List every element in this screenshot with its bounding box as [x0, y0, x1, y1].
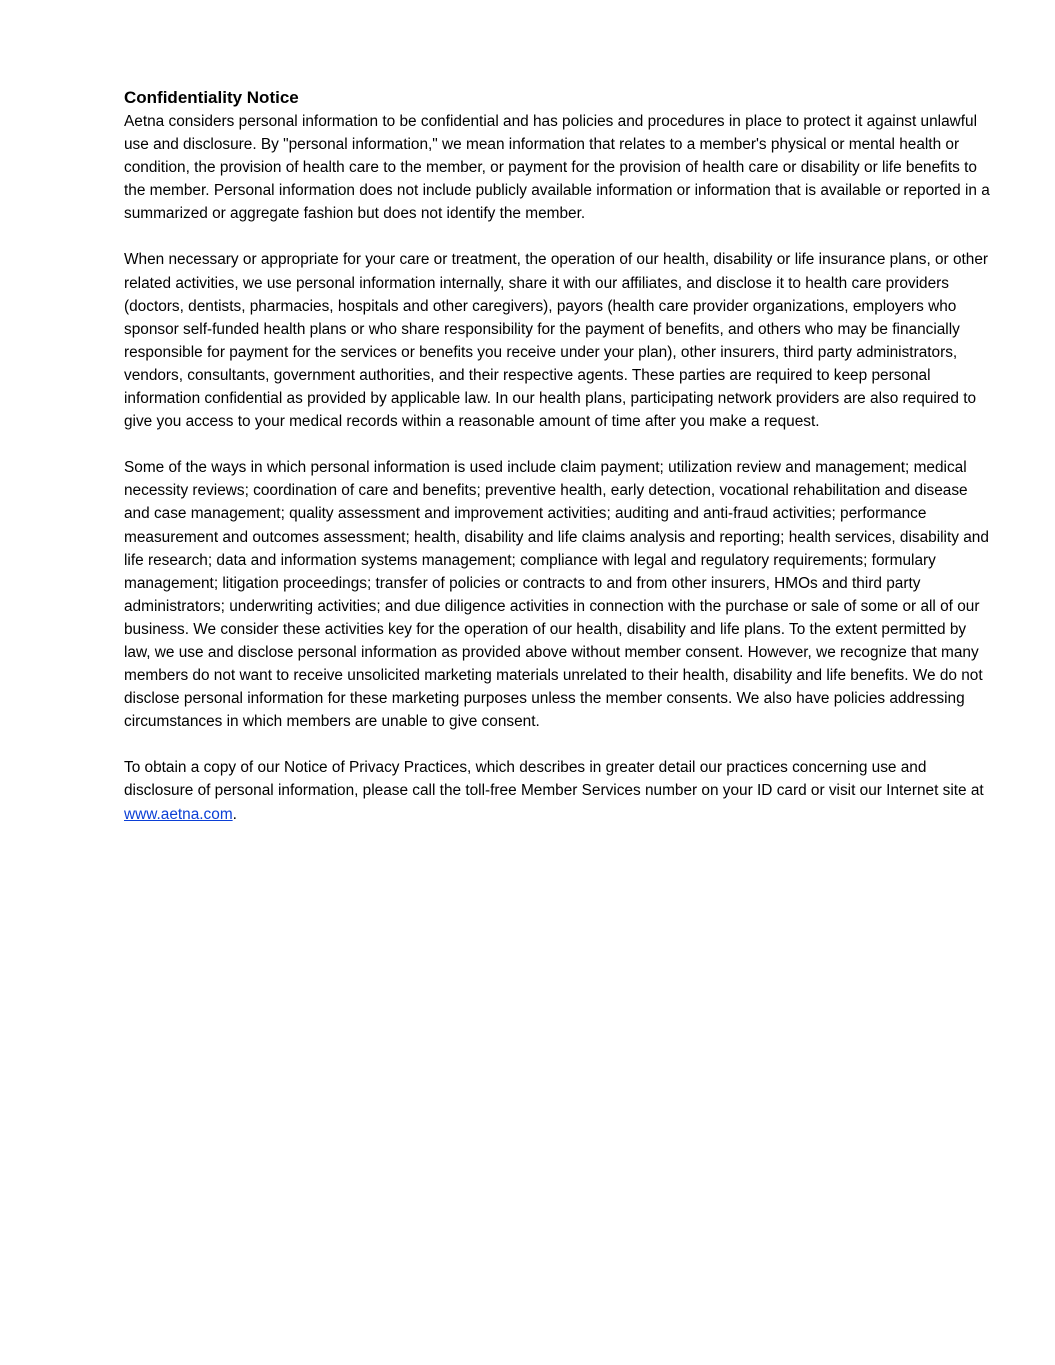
paragraph-uses: Some of the ways in which personal information is used include claim payment; utilization review and management; medical necessity reviews; coordination of care and benefits; preventive health, early detection, vocational rehabilitation and disease and case management; quality assessment and improvement activities; auditing and anti-fraud activities; performance measurement and outcomes assessment; health, disability and life claims analysis and reporting; health services, disability and life research; data and information systems management; compliance with legal and regulatory requirements; formulary management; litigation proceedings; transfer of policies or contracts to and from other insurers, HMOs and third party administrators; underwriting activities; and due diligence activities in connection with the purchase or sale of some or all of our business. We consider these activities key for the operation of our health, disability and life plans. To the extent permitted by law, we use and disclose personal information as provided above without member consent. However, we recognize that many members do not want to receive unsolicited marketing materials unrelated to their health, disability and life benefits. We do not disclose personal information for these marketing purposes unless the member consents. We also have policies addressing circumstances in which members are unable to give consent. [124, 459, 989, 731]
paragraph-definition: Aetna considers personal information to be confidential and has policies and procedures in place to protect it against unlawful use and disclosure. By "personal information," we mean information that relates to a member's physical or mental health or condition, the provision of health care to the member, or payment for the provision of health care or disability or life benefits to the member. Personal information does not include publicly available information or information that is available or reported in a summarized or aggregate fashion but does not identify the member. [124, 113, 990, 223]
sentence-end: . [232, 805, 237, 823]
paragraph-disclosure: When necessary or appropriate for your care or treatment, the operation of our health, disability or life insurance plans, or other related activities, we use personal information internally, share it with our affiliates, and disclose it to health care providers (doctors, dentists, pharmacies, hospitals and other caregivers), payors (health care provider organizations, employers who sponsor self-funded health plans or who share responsibility for the payment of benefits, and others who may be financially responsible for payment for the services or benefits you receive under your plan), other insurers, third party administrators, vendors, consultants, government authorities, and their respective agents. These parties are required to keep personal information confidential as provided by applicable law. In our health plans, participating network providers are also required to give you access to your medical records within a reasonable amount of time after you make a request. [124, 251, 989, 431]
page-title: Confidentiality Notice [124, 88, 299, 107]
paragraph-privacy-practices [124, 756, 996, 825]
document-page [124, 86, 996, 849]
aetna-website-link[interactable]: www.aetna.com [124, 805, 233, 823]
privacy-practices-text: To obtain a copy of our Notice of Privacy Practices, which describes in greater detail our practices concerning use and disclosure of personal information, please call the toll-free Member Services number on your ID card or visit our Internet site at [124, 759, 984, 800]
